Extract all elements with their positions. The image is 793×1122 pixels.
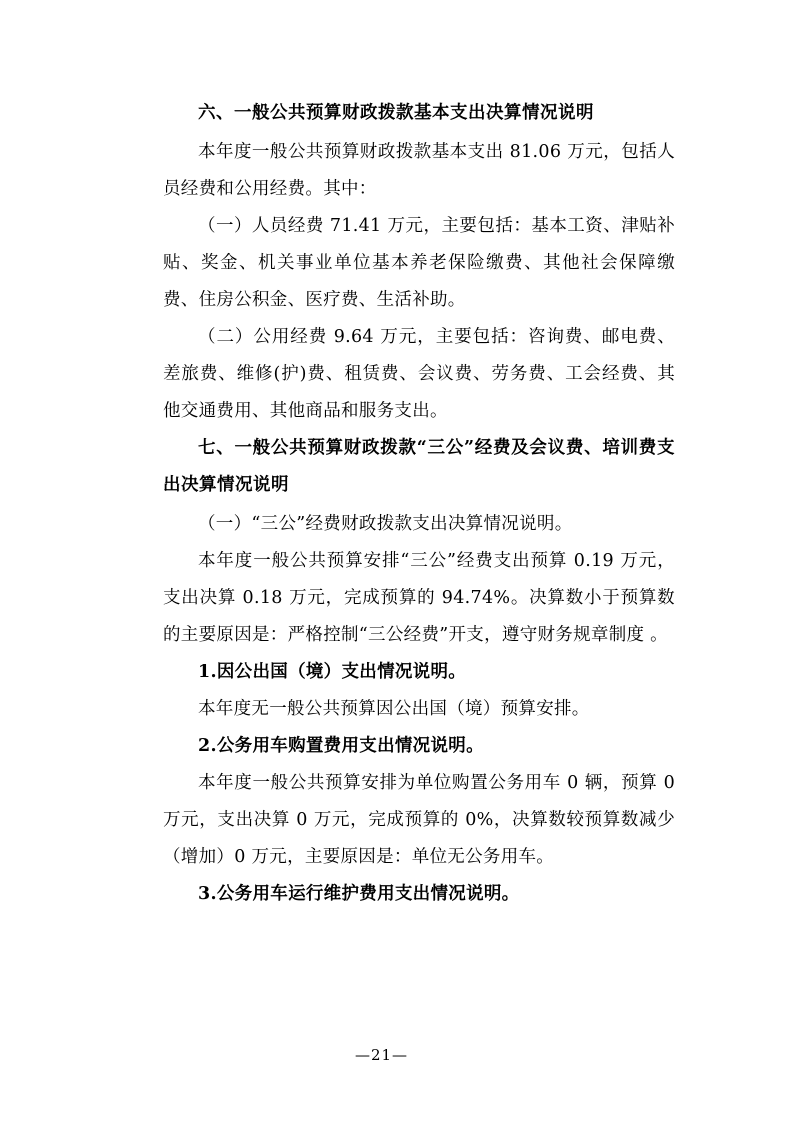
page-footer <box>0 1046 793 1064</box>
paragraph-public-expenses: （二）公用经费 9.64 万元，主要包括：咨询费、邮电费、差旅费、维修(护)费、租赁费、会议费、劳务费、工会经费、其他交通费用、其他商品和服务支出。 <box>163 327 675 421</box>
paragraph-three-public-detail: 本年度一般公共预算安排“三公”经费支出预算 0.19 万元，支出决算 0.18 万元，完成预算的 94.74%。决算数小于预算数的主要原因是：严格控制“三公经费”开支，遵守财务规章制度 。 <box>163 551 675 645</box>
page-number: —21— <box>354 1046 409 1064</box>
section-heading-seven: 七、一般公共预算财政拨款“三公”经费及会议费、培训费支出决算情况说明 <box>163 438 675 495</box>
subheading-vehicle-purchase: 2.公务用车购置费用支出情况说明。 <box>198 736 484 756</box>
section-heading-six: 六、一般公共预算财政拨款基本支出决算情况说明 <box>198 103 594 123</box>
paragraph-personnel-expenses: （一）人员经费 71.41 万元，主要包括：基本工资、津贴补贴、奖金、机关事业单位基本养老保险缴费、其他社会保障缴费、住房公积金、医疗费、生活补助。 <box>163 216 675 310</box>
paragraph-vehicle-purchase-detail: 本年度一般公共预算安排为单位购置公务用车 0 辆，预算 0 万元，支出决算 0 万元，完成预算的 0%，决算数较预算数减少（增加）0 万元，主要原因是：单位无公务用车。 <box>163 773 675 867</box>
paragraph-three-public-intro: （一）“三公”经费财政拨款支出决算情况说明。 <box>198 514 573 534</box>
paragraph-basic-expenditure-total: 本年度一般公共预算财政拨款基本支出 81.06 万元，包括人员经费和公用经费。其中： <box>163 142 675 199</box>
subheading-vehicle-maintenance: 3.公务用车运行维护费用支出情况说明。 <box>198 884 520 904</box>
subheading-overseas-travel: 1.因公出国（境）支出情况说明。 <box>198 662 467 682</box>
document-body <box>163 95 675 913</box>
paragraph-overseas-travel-detail: 本年度无一般公共预算因公出国（境）预算安排。 <box>198 699 590 719</box>
